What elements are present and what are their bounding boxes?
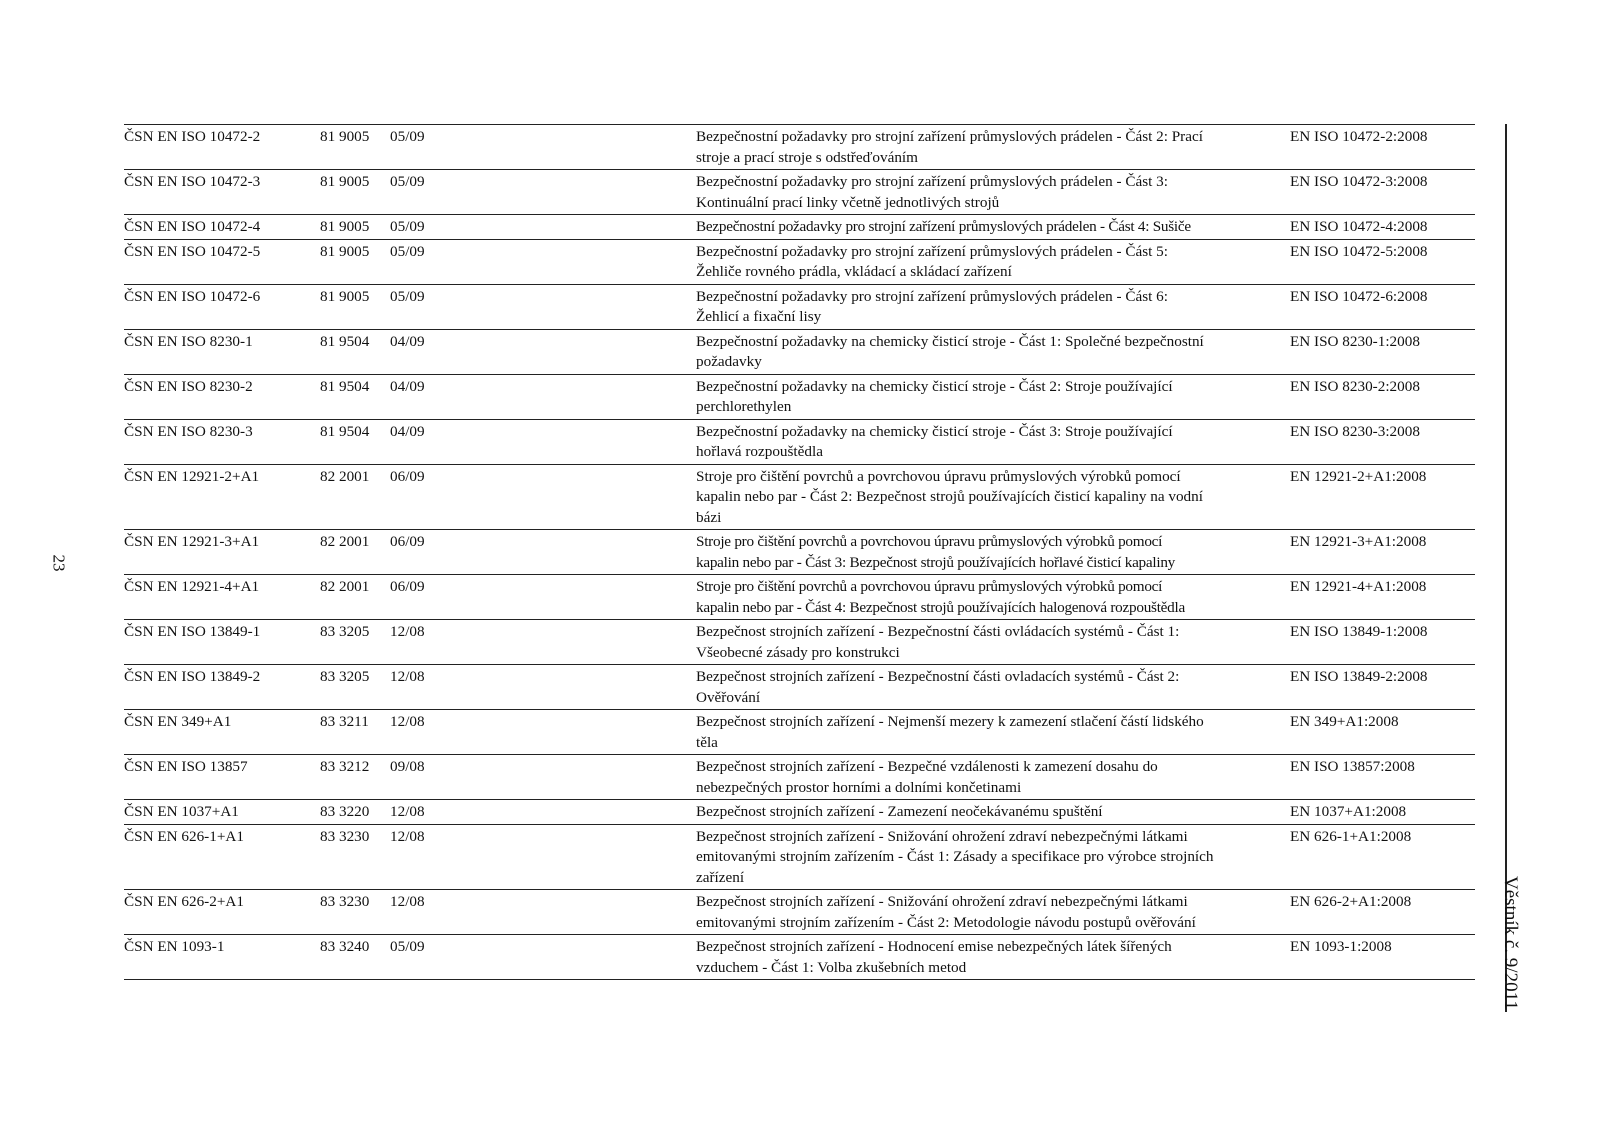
standard-number: ČSN EN 349+A1 bbox=[124, 713, 232, 730]
classification-code: 83 3212 bbox=[320, 758, 370, 775]
european-reference: EN ISO 8230-2:2008 bbox=[1290, 377, 1420, 395]
issue-date: 12/08 bbox=[390, 893, 425, 910]
issue-date: 12/08 bbox=[390, 713, 425, 730]
standard-title: Bezpečnostní požadavky pro strojní zařízení průmyslových prádelen - Část 4: Sušiče bbox=[696, 218, 1191, 235]
table-row bbox=[124, 465, 1475, 531]
european-reference: EN ISO 13857:2008 bbox=[1290, 758, 1415, 775]
classification-code: 81 9005 bbox=[320, 173, 370, 190]
table-row bbox=[124, 285, 1475, 330]
classification-code: 83 3240 bbox=[320, 938, 370, 955]
issue-date: 12/08 bbox=[390, 803, 425, 820]
issue-date: 06/09 bbox=[390, 533, 425, 550]
standard-title: Stroje pro čištění povrchů a povrchovou úpravu průmyslových výrobků pomocí kapalin nebo par - Část 4: Bezpečnost strojů používajících halogenová rozpouštědla bbox=[696, 578, 1185, 616]
table-row bbox=[124, 710, 1475, 755]
standard-title: Bezpečnostní požadavky na chemicky čisticí stroje - Část 3: Stroje používající hořlavá rozpouštědla bbox=[696, 422, 1173, 460]
issue-date: 04/09 bbox=[390, 422, 425, 440]
table-row bbox=[124, 170, 1475, 215]
table-row bbox=[124, 125, 1475, 170]
standard-title: Stroje pro čištění povrchů a povrchovou úpravu průmyslových výrobků pomocí kapalin nebo par - Část 3: Bezpečnost strojů používajících hořlavé čisticí kapaliny bbox=[696, 533, 1176, 571]
standard-title: Bezpečnostní požadavky pro strojní zařízení průmyslových prádelen - Část 2: Prací stroje a prací stroje s odstřeďováním bbox=[696, 128, 1203, 166]
standard-title: Bezpečnost strojních zařízení - Bezpečnostní části ovládacích systémů - Část 1: Všeobecné zásady pro konstrukci bbox=[696, 623, 1180, 661]
standards-table bbox=[124, 124, 1475, 980]
issue-date: 12/08 bbox=[390, 827, 425, 845]
standard-number: ČSN EN 12921-4+A1 bbox=[124, 578, 260, 595]
standard-number: ČSN EN ISO 10472-4 bbox=[124, 218, 261, 235]
issue-date: 12/08 bbox=[390, 623, 425, 640]
standard-number: ČSN EN ISO 10472-5 bbox=[124, 242, 261, 260]
journal-title: Věstník č. 9/2011 bbox=[1500, 876, 1521, 1010]
european-reference: EN 349+A1:2008 bbox=[1290, 713, 1399, 730]
standard-number: ČSN EN ISO 8230-1 bbox=[124, 332, 253, 350]
standard-title: Bezpečnost strojních zařízení - Bezpečnostní části ovladacích systémů - Část 2: Ověřování bbox=[696, 668, 1180, 706]
table-row bbox=[124, 620, 1475, 665]
standard-title: Bezpečnost strojních zařízení - Hodnocení emise nebezpečných látek šířených vzduchem - Část 1: Volba zkušebních metod bbox=[696, 938, 1172, 976]
issue-date: 05/09 bbox=[390, 287, 425, 305]
classification-code: 83 3211 bbox=[320, 713, 369, 730]
classification-code: 83 3205 bbox=[320, 668, 370, 685]
classification-code: 81 9005 bbox=[320, 128, 370, 145]
issue-date: 06/09 bbox=[390, 578, 425, 595]
standard-number: ČSN EN ISO 10472-2 bbox=[124, 128, 261, 145]
standard-title: Bezpečnost strojních zařízení - Snižování ohrožení zdraví nebezpečnými látkami emitovanými strojním zařízením - Část 1: Zásady a specifikace pro výrobce strojních zařízení bbox=[696, 827, 1214, 886]
european-reference: EN 12921-4+A1:2008 bbox=[1290, 578, 1427, 595]
classification-code: 81 9005 bbox=[320, 242, 370, 260]
european-reference: EN ISO 10472-5:2008 bbox=[1290, 242, 1428, 260]
european-reference: EN 626-2+A1:2008 bbox=[1290, 893, 1412, 910]
european-reference: EN ISO 13849-2:2008 bbox=[1290, 668, 1428, 685]
european-reference: EN ISO 10472-2:2008 bbox=[1290, 128, 1428, 145]
classification-code: 81 9504 bbox=[320, 377, 370, 395]
table-row bbox=[124, 665, 1475, 710]
issue-date: 05/09 bbox=[390, 128, 425, 145]
european-reference: EN ISO 10472-3:2008 bbox=[1290, 173, 1428, 190]
european-reference: EN 12921-3+A1:2008 bbox=[1290, 533, 1427, 550]
standard-number: ČSN EN ISO 13849-2 bbox=[124, 668, 261, 685]
standard-title: Bezpečnostní požadavky na chemicky čisticí stroje - Část 1: Společné bezpečnostní požadavky bbox=[696, 332, 1204, 370]
standard-number: ČSN EN 626-2+A1 bbox=[124, 893, 244, 910]
issue-date: 06/09 bbox=[390, 467, 425, 485]
standard-number: ČSN EN ISO 10472-3 bbox=[124, 173, 261, 190]
table-row bbox=[124, 330, 1475, 375]
european-reference: EN 12921-2+A1:2008 bbox=[1290, 467, 1427, 485]
page-number: 23 bbox=[49, 554, 69, 572]
standard-number: ČSN EN 626-1+A1 bbox=[124, 827, 244, 845]
table-row bbox=[124, 240, 1475, 285]
classification-code: 81 9504 bbox=[320, 422, 370, 440]
issue-date: 04/09 bbox=[390, 377, 425, 395]
european-reference: EN ISO 13849-1:2008 bbox=[1290, 623, 1428, 640]
standard-title: Bezpečnost strojních zařízení - Nejmenší mezery k zamezení stlačení částí lidského těla bbox=[696, 713, 1204, 751]
table-row bbox=[124, 935, 1475, 980]
european-reference: EN 1037+A1:2008 bbox=[1290, 803, 1407, 820]
table-row bbox=[124, 890, 1475, 935]
european-reference: EN ISO 8230-1:2008 bbox=[1290, 332, 1420, 350]
issue-date: 09/08 bbox=[390, 758, 425, 775]
standard-title: Bezpečnost strojních zařízení - Bezpečné vzdálenosti k zamezení dosahu do nebezpečných prostor horními a dolními končetinami bbox=[696, 758, 1158, 796]
european-reference: EN ISO 8230-3:2008 bbox=[1290, 422, 1420, 440]
standard-number: ČSN EN 1093-1 bbox=[124, 938, 225, 955]
classification-code: 83 3205 bbox=[320, 623, 370, 640]
table-row bbox=[124, 575, 1475, 620]
issue-date: 05/09 bbox=[390, 242, 425, 260]
classification-code: 81 9005 bbox=[320, 218, 370, 235]
standard-title: Bezpečnostní požadavky na chemicky čisticí stroje - Část 2: Stroje používající perchlorethylen bbox=[696, 377, 1173, 415]
classification-code: 83 3220 bbox=[320, 803, 370, 820]
table-row bbox=[124, 530, 1475, 575]
standard-number: ČSN EN ISO 13857 bbox=[124, 758, 248, 775]
table-row bbox=[124, 800, 1475, 825]
standard-title: Bezpečnost strojních zařízení - Snižování ohrožení zdraví nebezpečnými látkami emitovanými strojním zařízením - Část 2: Metodologie návodu postupů ověřování bbox=[696, 893, 1196, 931]
standard-number: ČSN EN 12921-3+A1 bbox=[124, 533, 260, 550]
classification-code: 81 9504 bbox=[320, 332, 370, 350]
european-reference: EN 1093-1:2008 bbox=[1290, 938, 1392, 955]
classification-code: 81 9005 bbox=[320, 287, 370, 305]
table-row bbox=[124, 215, 1475, 240]
standard-number: ČSN EN 12921-2+A1 bbox=[124, 467, 260, 485]
standard-number: ČSN EN ISO 8230-3 bbox=[124, 422, 253, 440]
classification-code: 82 2001 bbox=[320, 578, 370, 595]
classification-code: 83 3230 bbox=[320, 827, 370, 845]
european-reference: EN ISO 10472-4:2008 bbox=[1290, 218, 1428, 235]
standard-title: Bezpečnost strojních zařízení - Zamezení neočekávanému spuštění bbox=[696, 803, 1103, 820]
table-row bbox=[124, 375, 1475, 420]
standard-number: ČSN EN ISO 13849-1 bbox=[124, 623, 261, 640]
table-row bbox=[124, 825, 1475, 891]
classification-code: 82 2001 bbox=[320, 533, 370, 550]
european-reference: EN ISO 10472-6:2008 bbox=[1290, 287, 1428, 305]
classification-code: 83 3230 bbox=[320, 893, 370, 910]
standard-title: Stroje pro čištění povrchů a povrchovou úpravu průmyslových výrobků pomocí kapalin nebo par - Část 2: Bezpečnost strojů používajících čisticí kapaliny na vodní bázi bbox=[696, 467, 1203, 526]
issue-date: 12/08 bbox=[390, 668, 425, 685]
european-reference: EN 626-1+A1:2008 bbox=[1290, 827, 1412, 845]
issue-date: 05/09 bbox=[390, 218, 425, 235]
issue-date: 04/09 bbox=[390, 332, 425, 350]
standard-number: ČSN EN ISO 8230-2 bbox=[124, 377, 253, 395]
table-row bbox=[124, 420, 1475, 465]
standard-title: Bezpečnostní požadavky pro strojní zařízení průmyslových prádelen - Část 3: Kontinuální prací linky včetně jednotlivých strojů bbox=[696, 173, 1168, 211]
standard-title: Bezpečnostní požadavky pro strojní zařízení průmyslových prádelen - Část 5: Žehliče rovného prádla, vkládací a skládací zařízení bbox=[696, 242, 1168, 280]
table-row bbox=[124, 755, 1475, 800]
classification-code: 82 2001 bbox=[320, 467, 370, 485]
issue-date: 05/09 bbox=[390, 938, 425, 955]
standard-title: Bezpečnostní požadavky pro strojní zařízení průmyslových prádelen - Část 6: Žehlicí a fixační lisy bbox=[696, 287, 1168, 325]
standard-number: ČSN EN 1037+A1 bbox=[124, 803, 239, 820]
standard-number: ČSN EN ISO 10472-6 bbox=[124, 287, 261, 305]
issue-date: 05/09 bbox=[390, 173, 425, 190]
